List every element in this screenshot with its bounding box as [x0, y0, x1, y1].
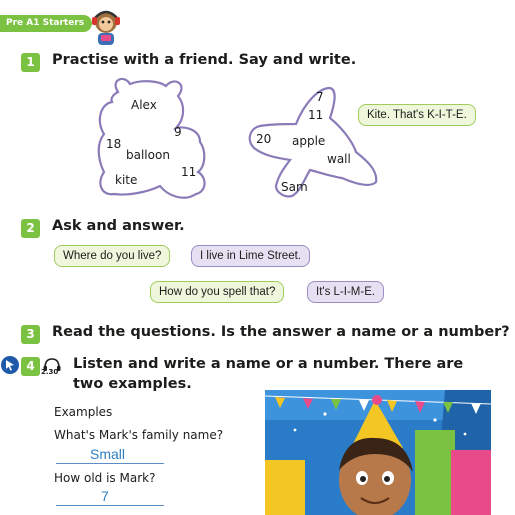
bear-word-kite: kite [115, 173, 138, 187]
exercise-3-title: Read the questions. Is the answer a name or a number? [52, 324, 510, 340]
answer-2-text: 7 [101, 488, 109, 504]
speech-bubble-answer-1: I live in Lime Street. [191, 245, 310, 267]
answer-2-line [56, 505, 164, 506]
exercise-3-number: 3 [21, 325, 40, 344]
cursor-pointer-icon[interactable] [0, 355, 20, 375]
exercise-2-title: Ask and answer. [52, 218, 185, 234]
audio-track-number: 2.30 [41, 368, 59, 376]
plane-word-11: 11 [308, 108, 324, 122]
question-1-text: What's Mark's family name? [54, 428, 224, 442]
speech-bubble-question-1: Where do you live? [54, 245, 170, 267]
exercise-4-title-line-1: Listen and write a name or a number. There are [73, 356, 464, 372]
bear-word-9: 9 [174, 125, 182, 139]
party-boy-illustration [265, 390, 491, 515]
bear-word-alex: Alex [131, 98, 157, 112]
exercise-1-title: Practise with a friend. Say and write. [52, 52, 357, 68]
plane-word-apple: apple [292, 134, 326, 148]
examples-label: Examples [54, 405, 113, 419]
answer-1-line [56, 463, 164, 464]
plane-word-wall: wall [327, 152, 351, 166]
exercise-4-number: 4 [21, 357, 40, 376]
exercise-4-title-line-2: two examples. [73, 376, 192, 392]
speech-bubble-question-2: How do you spell that? [150, 281, 284, 303]
bear-word-18: 18 [106, 137, 122, 151]
plane-word-sam: Sam [281, 180, 308, 194]
plane-word-20: 20 [256, 132, 272, 146]
bear-word-11: 11 [181, 165, 197, 179]
exercise-1-number: 1 [21, 53, 40, 72]
question-2-text: How old is Mark? [54, 471, 156, 485]
bear-word-balloon: balloon [126, 148, 170, 162]
level-badge: Pre A1 Starters [0, 15, 92, 32]
exercise-2-number: 2 [21, 219, 40, 238]
speech-bubble-kite: Kite. That's K-I-T-E. [358, 104, 476, 126]
answer-1-text: Small [90, 446, 126, 462]
plane-word-7: 7 [316, 90, 324, 104]
speech-bubble-answer-2: It's L-I-M-E. [307, 281, 384, 303]
